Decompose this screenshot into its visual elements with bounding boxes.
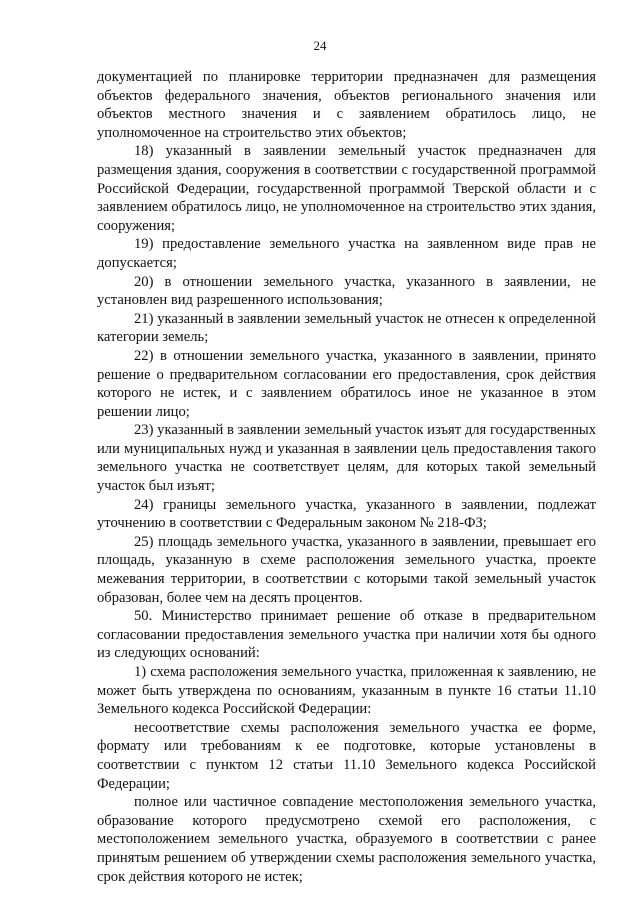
paragraph-clause-50: 50. Министерство принимает решение об отказе в предварительном согласовании предоставления земельного участка при наличии хотя бы одного из следующих оснований: (97, 608, 596, 662)
paragraph-subitem-1: 1) схема расположения земельного участка, приложенная к заявлению, не может быть утверждена по основаниям, указанным в пункте 16 статьи 11.10 Земельного кодекса Российской Федерации: (97, 664, 596, 718)
paragraph-item-24: 24) границы земельного участка, указанного в заявлении, подлежат уточнению в соответствии с Федеральным законом № 218-ФЗ; (97, 496, 596, 532)
paragraph-ground-overlap: полное или частичное совпадение местоположения земельного участка, образование которого предусмотрено схемой его расположения, с местоположением земельного участка, образуемого в соответствии с ранее принятым решением об утверждении схемы расположения земельного участка, срок действия которого не истек; (97, 794, 596, 885)
document-body (97, 68, 596, 886)
page-number: 24 (313, 38, 327, 53)
paragraph-item-18: 18) указанный в заявлении земельный участок предназначен для размещения здания, сооружения в соответствии с государственной программой Российской Федерации, государственной программой Тверской области и с заявлением обратилось лицо, не уполномоченное на строительство этих здания, сооружения; (97, 143, 596, 234)
paragraph-ground-nonconformity: несоответствие схемы расположения земельного участка ее форме, формату или требованиям к ее подготовке, которые установлены в соответствии с пунктом 12 статьи 11.10 Земельного кодекса Российской Федерации; (97, 719, 596, 792)
paragraph-item-22: 22) в отношении земельного участка, указанного в заявлении, принято решение о предварительном согласовании его предоставления, срок действия которого не истек, и с заявлением обратилось иное не указанное в этом решении лицо; (97, 347, 596, 420)
paragraph-continuation: документацией по планировке территории предназначен для размещения объектов федерального значения, объектов регионального значения или объектов местного значения и с заявлением обратилось лицо, не уполномоченное на строительство этих объектов; (97, 69, 596, 141)
paragraph-item-19: 19) предоставление земельного участка на заявленном виде прав не допускается; (97, 236, 596, 271)
paragraph-item-21: 21) указанный в заявлении земельный участок не отнесен к определенной категории земель; (97, 310, 596, 346)
paragraph-item-20: 20) в отношении земельного участка, указанного в заявлении, не установлен вид разрешенного использования; (97, 273, 596, 309)
paragraph-item-23: 23) указанный в заявлении земельный участок изъят для государственных или муниципальных нужд и указанная в заявлении цель предоставления такого земельного участка не соответствует целям, для которых такой земельный участок был изъят; (97, 422, 596, 495)
paragraph-item-25: 25) площадь земельного участка, указанного в заявлении, превышает его площадь, указанную в схеме расположения земельного участка, проекте межевания территории, в соответствии с которыми такой земельный участок образован, более чем на десять процентов. (97, 533, 596, 606)
